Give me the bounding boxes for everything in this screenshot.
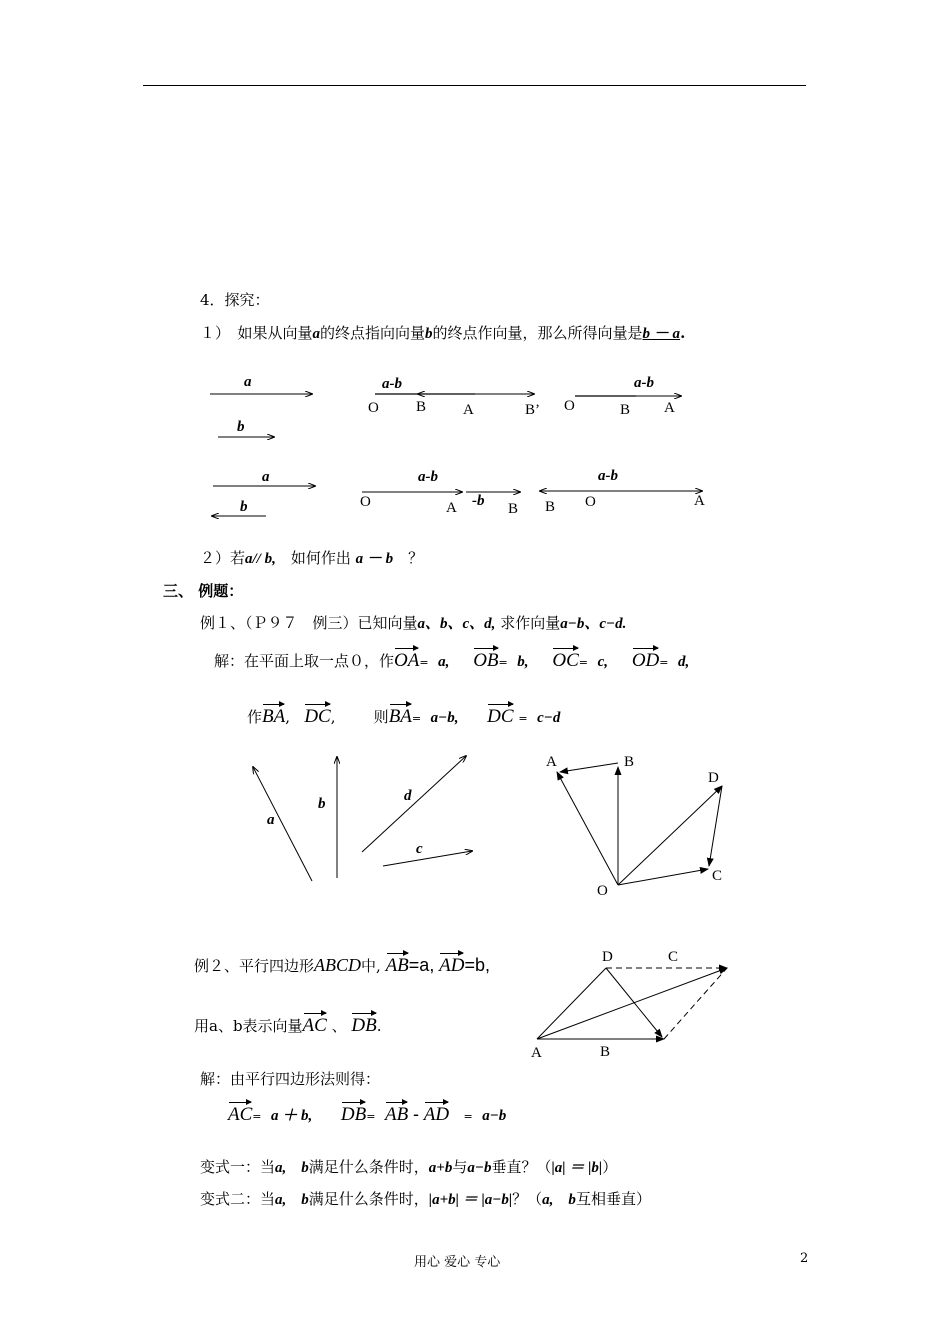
ex1-targets: a−b、c−d. xyxy=(560,616,627,632)
fig2-label-A: A xyxy=(546,754,557,770)
comma-1: , xyxy=(285,708,291,726)
fig2-label-c: c xyxy=(416,841,423,857)
fig3-label-B: B xyxy=(600,1044,611,1060)
fig2-label-C: C xyxy=(712,868,723,884)
eq-OB: = xyxy=(498,656,508,669)
sol1-line2-prefix: 作 xyxy=(247,708,263,726)
val-a: a, xyxy=(438,654,450,670)
vector-a2-label: a xyxy=(262,469,270,485)
eq-OC: = xyxy=(578,656,589,669)
fig2-DC xyxy=(709,786,722,866)
ex2-mid: 中, xyxy=(361,957,381,975)
q2-expr: a// b, xyxy=(245,551,276,567)
v1-mid3: 垂直？（ xyxy=(491,1158,552,1176)
comma-2: , xyxy=(330,708,336,726)
v1-end: ） xyxy=(602,1158,618,1176)
val-c: c, xyxy=(597,654,608,670)
q1-var-a: a xyxy=(312,326,321,342)
example-2-solution-title xyxy=(200,1068,380,1089)
eq-final: = xyxy=(463,1110,473,1123)
q2-mid: 如何作出 xyxy=(275,549,351,567)
val-b: b, xyxy=(517,654,529,670)
v1-expr: a+b xyxy=(428,1160,453,1176)
page-number: 2 xyxy=(800,1251,809,1266)
fig2-BA xyxy=(560,763,618,772)
eq-DC: = xyxy=(518,712,528,725)
fig2-vector-d xyxy=(362,756,466,852)
ex2-abcd: ABCD xyxy=(314,955,362,975)
fig1-label-amb: a-b xyxy=(382,376,402,392)
ex1-mid: 求作向量 xyxy=(500,614,561,632)
example-2-solution-eqs xyxy=(228,1104,506,1126)
sol1-prefix: 解：在平面上取一点０，作 xyxy=(214,652,395,670)
fig1b-label-O: O xyxy=(564,398,575,414)
ex2-prefix: 例２、平行四边形 xyxy=(194,957,315,975)
variant-2 xyxy=(200,1188,651,1209)
vector-b2-label: b xyxy=(240,499,248,515)
fig1c-label-B: B xyxy=(508,501,519,517)
fig1b-label-amb: a-b xyxy=(634,375,654,391)
v1-vars: a, b xyxy=(275,1160,309,1176)
val-d: d, xyxy=(678,654,690,670)
fig1b-label-B: B xyxy=(620,402,631,418)
fig3-AC xyxy=(537,968,727,1039)
v2-vars: a, b xyxy=(275,1192,309,1208)
q1-mid1: 的终点指向向量 xyxy=(320,324,426,342)
eq-BA: = xyxy=(411,712,422,725)
q1-end: . xyxy=(680,324,686,342)
vector-a-label: a xyxy=(244,374,252,390)
fig2-label-d: d xyxy=(404,788,412,804)
vec-AB: AB xyxy=(385,955,409,976)
fig1-label-O: O xyxy=(368,400,379,416)
section3-heading xyxy=(163,580,243,601)
variant-1 xyxy=(200,1156,617,1177)
fig1-label-A: A xyxy=(463,402,474,418)
vector-b-label: b xyxy=(237,419,245,435)
ex2-eq-a: =a, xyxy=(408,955,435,975)
v1-mid: 满足什么条件时， xyxy=(308,1158,429,1176)
fig3-label-A: A xyxy=(531,1045,542,1061)
fig2-label-a: a xyxy=(267,812,275,828)
fig2-label-B: B xyxy=(624,754,635,770)
vec-DC: DC xyxy=(304,706,331,727)
fig1b-label-A: A xyxy=(664,400,675,416)
vec-AC: AC xyxy=(302,1015,327,1036)
fig2-vector-c xyxy=(383,851,472,866)
q1-answer: b － a xyxy=(642,326,681,342)
ex2-sep: 、 xyxy=(331,1017,347,1035)
fig2-label-b: b xyxy=(318,796,326,812)
vec-OC: OC xyxy=(552,650,579,671)
ex2-minus: - xyxy=(413,1104,420,1124)
fig2-label-D: D xyxy=(708,770,719,786)
vec-AC-2: AC xyxy=(228,1104,253,1125)
v1-cond: |a| ＝ |b| xyxy=(551,1160,603,1176)
section4-title-text: 4．探究： xyxy=(200,291,270,309)
vec-BA: BA xyxy=(262,706,286,727)
fig2-label-O: O xyxy=(597,883,608,899)
fig2-OC xyxy=(618,869,708,885)
ex1-prefix: 例１、（Ｐ９７ 例三）已知向量 xyxy=(200,614,418,632)
example-2-line1 xyxy=(194,955,490,977)
vec-AB-2: AB xyxy=(385,1104,409,1125)
example-2-line2 xyxy=(194,1015,382,1037)
section3-num: 三、 xyxy=(163,582,194,600)
vec-AD: AD xyxy=(439,955,465,976)
eq-OD: = xyxy=(659,656,669,669)
fig3-AD xyxy=(537,968,606,1039)
v2-prefix: 变式二：当 xyxy=(200,1190,276,1208)
fig3-label-C: C xyxy=(668,949,679,965)
v2-mid2: ？（ xyxy=(512,1190,543,1208)
fig1c-label-amb: a-b xyxy=(418,469,438,485)
fig2-OA xyxy=(557,772,618,885)
result-cmd: c−d xyxy=(537,710,561,726)
ex2-line2-prefix: 用a、b表示向量 xyxy=(194,1017,303,1035)
ex2-ac-rhs: a ＋ b, xyxy=(271,1108,313,1124)
vec-OD: OD xyxy=(631,650,660,671)
v1-expr2: a−b xyxy=(467,1160,492,1176)
fig3-BC-dashed xyxy=(664,968,727,1039)
fig1d-label-amb: a-b xyxy=(598,468,618,484)
v2-mid: 满足什么条件时， xyxy=(308,1190,429,1208)
then-word: 则 xyxy=(373,708,389,726)
fig2-vector-a xyxy=(253,767,312,881)
fig1d-label-B: B xyxy=(545,499,556,515)
vec-AD-2: AD xyxy=(423,1104,450,1125)
q2-expr2: a － b xyxy=(355,551,394,567)
fig1d-label-A: A xyxy=(694,493,705,509)
q1-prefix: １） 如果从向量 xyxy=(200,324,313,342)
question-2 xyxy=(200,547,423,568)
ex2-sol-title: 解：由平行四边形法则得： xyxy=(200,1070,381,1088)
footer-text: 用心 爱心 专心 xyxy=(414,1255,501,1270)
vec-OA: OA xyxy=(394,650,420,671)
result-amb: a−b, xyxy=(430,710,459,726)
fig2-OD xyxy=(618,786,722,885)
vec-DB-2: DB xyxy=(340,1104,367,1125)
example-1-statement xyxy=(200,612,626,633)
section3-title: 例题： xyxy=(198,582,244,600)
v1-prefix: 变式一：当 xyxy=(200,1158,276,1176)
fig1c-label-O: O xyxy=(360,494,371,510)
fig1c-label-A: A xyxy=(446,500,457,516)
example-1-solution-line1 xyxy=(214,650,689,672)
vec-BA-2: BA xyxy=(388,706,412,727)
q1-mid2: 的终点作向量，那么所得向量是 xyxy=(432,324,643,342)
v2-end: 互相垂直） xyxy=(575,1190,651,1208)
fig1d-label-O: O xyxy=(585,494,596,510)
q2-prefix: ２）若 xyxy=(200,549,246,567)
q1-var-b: b xyxy=(425,326,433,342)
eq-AC: = xyxy=(252,1110,262,1123)
q2-end: ？ xyxy=(393,549,424,567)
vec-DC-2: DC xyxy=(487,706,514,727)
fig1c-label-negb: -b xyxy=(472,493,485,509)
eq-DB: = xyxy=(366,1110,376,1123)
v2-cond: a, b xyxy=(542,1192,576,1208)
example-1-solution-line2 xyxy=(247,706,560,728)
fig3-label-D: D xyxy=(602,949,613,965)
eq-OA: = xyxy=(419,656,429,669)
ex2-eq-b: =b, xyxy=(464,955,490,975)
vec-OB: OB xyxy=(473,650,499,671)
fig1-label-Bprime: B’ xyxy=(525,402,540,418)
vec-DB: DB xyxy=(351,1015,377,1036)
ex2-dot: . xyxy=(376,1017,382,1035)
ex1-vars: a、b、c、d, xyxy=(417,616,496,632)
fig1-label-B: B xyxy=(416,399,427,415)
ex2-db-rhs: a−b xyxy=(482,1108,507,1124)
v2-expr: |a+b| ＝ |a−b| xyxy=(428,1192,513,1208)
v1-mid2: 与 xyxy=(452,1158,468,1176)
